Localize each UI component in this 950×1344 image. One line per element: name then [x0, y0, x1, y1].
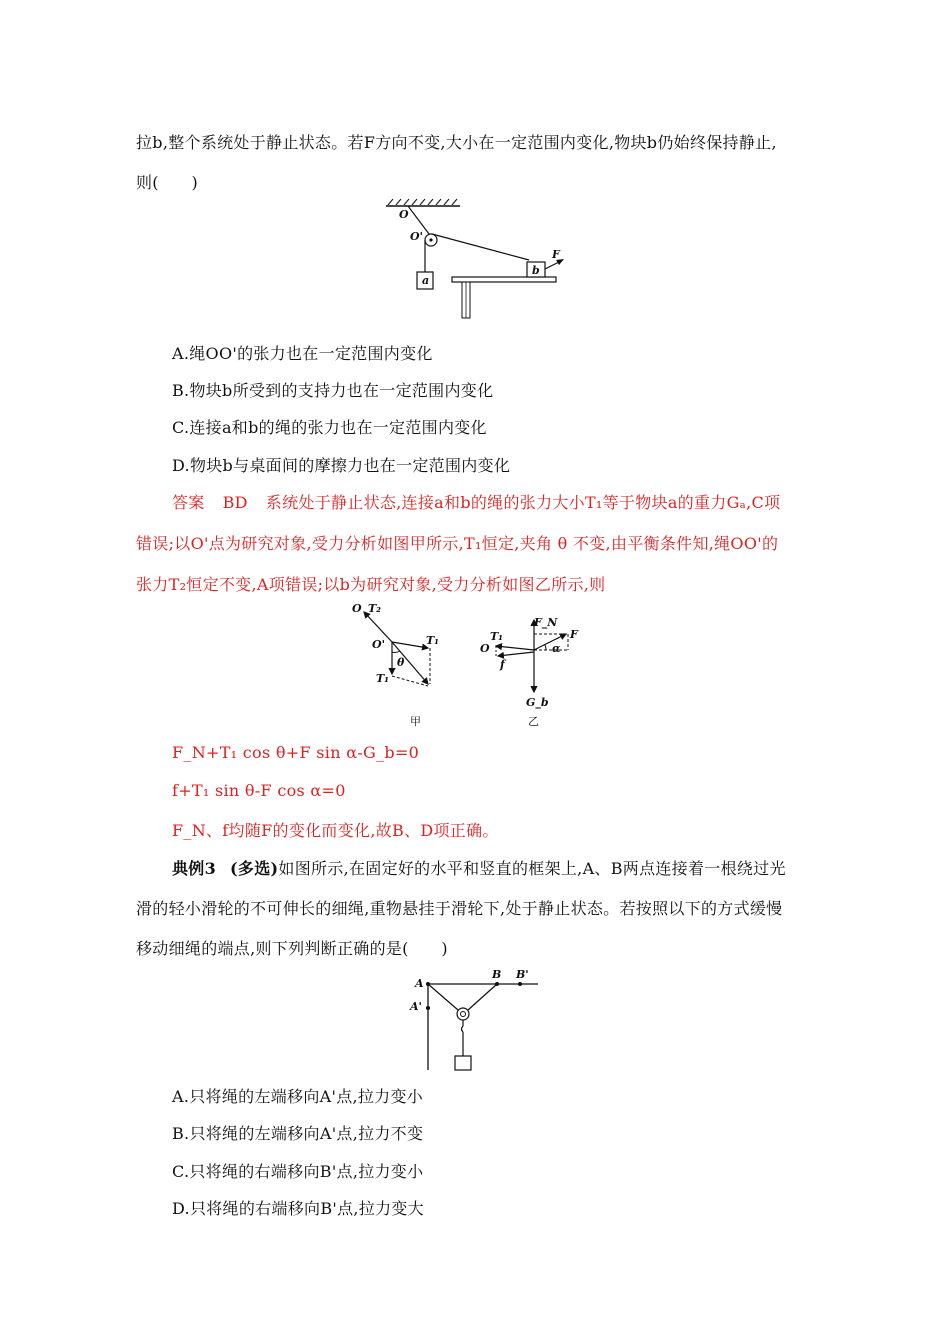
problem-stem-line: 则( ) [136, 173, 198, 192]
example3-line: 滑的轻小滑轮的不可伸长的细绳,重物悬挂于滑轮下,处于静止状态。若按照以下的方式缓慢 [136, 899, 783, 918]
caption-jia: 甲 [410, 715, 421, 728]
label-T2: T₂ [368, 602, 382, 615]
force-diagram-yi [476, 614, 596, 730]
answer-line [172, 490, 780, 513]
answer-conclusion: F_N、f均随F的变化而变化,故B、D项正确。 [172, 821, 499, 840]
label-A: A [415, 977, 424, 990]
option-a: A.只将绳的左端移向A'点,拉力变小 [172, 1087, 424, 1106]
option-d: D.物块b与桌面间的摩擦力也在一定范围内变化 [172, 456, 511, 475]
force-diagram-jia [342, 600, 452, 730]
label-alpha: α [552, 642, 561, 655]
equation-1: F_N+T₁ cos θ+F sin α-G_b=0 [172, 743, 420, 762]
option-c: C.连接a和b的绳的张力也在一定范围内变化 [172, 418, 487, 437]
label-O: O [480, 642, 490, 655]
label-FN: F_N [534, 616, 558, 629]
equation-2: f+T₁ sin θ-F cos α=0 [172, 781, 346, 800]
frame-pulley-figure [410, 966, 550, 1076]
option-d: D.只将绳的右端移向B'点,拉力变大 [172, 1199, 424, 1218]
label-O: O [399, 208, 409, 221]
example3-line: 移动细绳的端点,则下列判断正确的是( ) [136, 939, 448, 958]
label-O-prime: O' [372, 638, 385, 651]
label-a: a [422, 274, 430, 287]
label-T1-right: T₁ [426, 634, 440, 647]
caption-yi: 乙 [528, 715, 539, 728]
label-B-prime: B' [516, 968, 529, 981]
option-c: C.只将绳的右端移向B'点,拉力变小 [172, 1162, 424, 1181]
label-O: O [352, 602, 362, 615]
label-T1-down: T₁ [376, 672, 390, 685]
label-theta: θ [397, 656, 405, 669]
label-F: F [552, 248, 560, 261]
example3-text: 如图所示,在固定好的水平和竖直的框架上,A、B两点连接着一根绕过光 [278, 859, 786, 878]
label-f: f [500, 658, 505, 671]
label-T1: T₁ [490, 630, 504, 643]
answer-choice: BD [222, 493, 248, 512]
option-a: A.绳OO'的张力也在一定范围内变化 [172, 344, 433, 363]
answer-line: 张力T₂恒定不变,A项错误;以b为研究对象,受力分析如图乙所示,则 [136, 575, 606, 594]
label-B: B [492, 968, 502, 981]
answer-label: 答案 [172, 493, 205, 512]
label-O-prime: O' [410, 230, 423, 243]
problem-stem-line: 拉b,整个系统处于静止状态。若F方向不变,大小在一定范围内变化,物块b仍始终保持静止, [136, 133, 777, 152]
example3-tag: (多选) [230, 859, 279, 878]
label-Gb: G_b [526, 696, 549, 709]
label-b: b [532, 264, 540, 277]
answer-line: 错误;以O'点为研究对象,受力分析如图甲所示,T₁恒定,夹角 θ 不变,由平衡条件知,绳OO'的 [136, 534, 779, 553]
label-A-prime: A' [410, 1000, 422, 1013]
answer-text: 系统处于静止状态,连接a和b的绳的张力大小T₁等于物块a的重力Gₐ,C项 [265, 493, 781, 512]
option-b: B.物块b所受到的支持力也在一定范围内变化 [172, 381, 494, 400]
option-b: B.只将绳的左端移向A'点,拉力不变 [172, 1124, 424, 1143]
example3-title: 典例3 [172, 859, 217, 878]
pulley-table-figure [380, 196, 570, 326]
example3-line [172, 856, 786, 879]
label-F: F [570, 628, 578, 641]
